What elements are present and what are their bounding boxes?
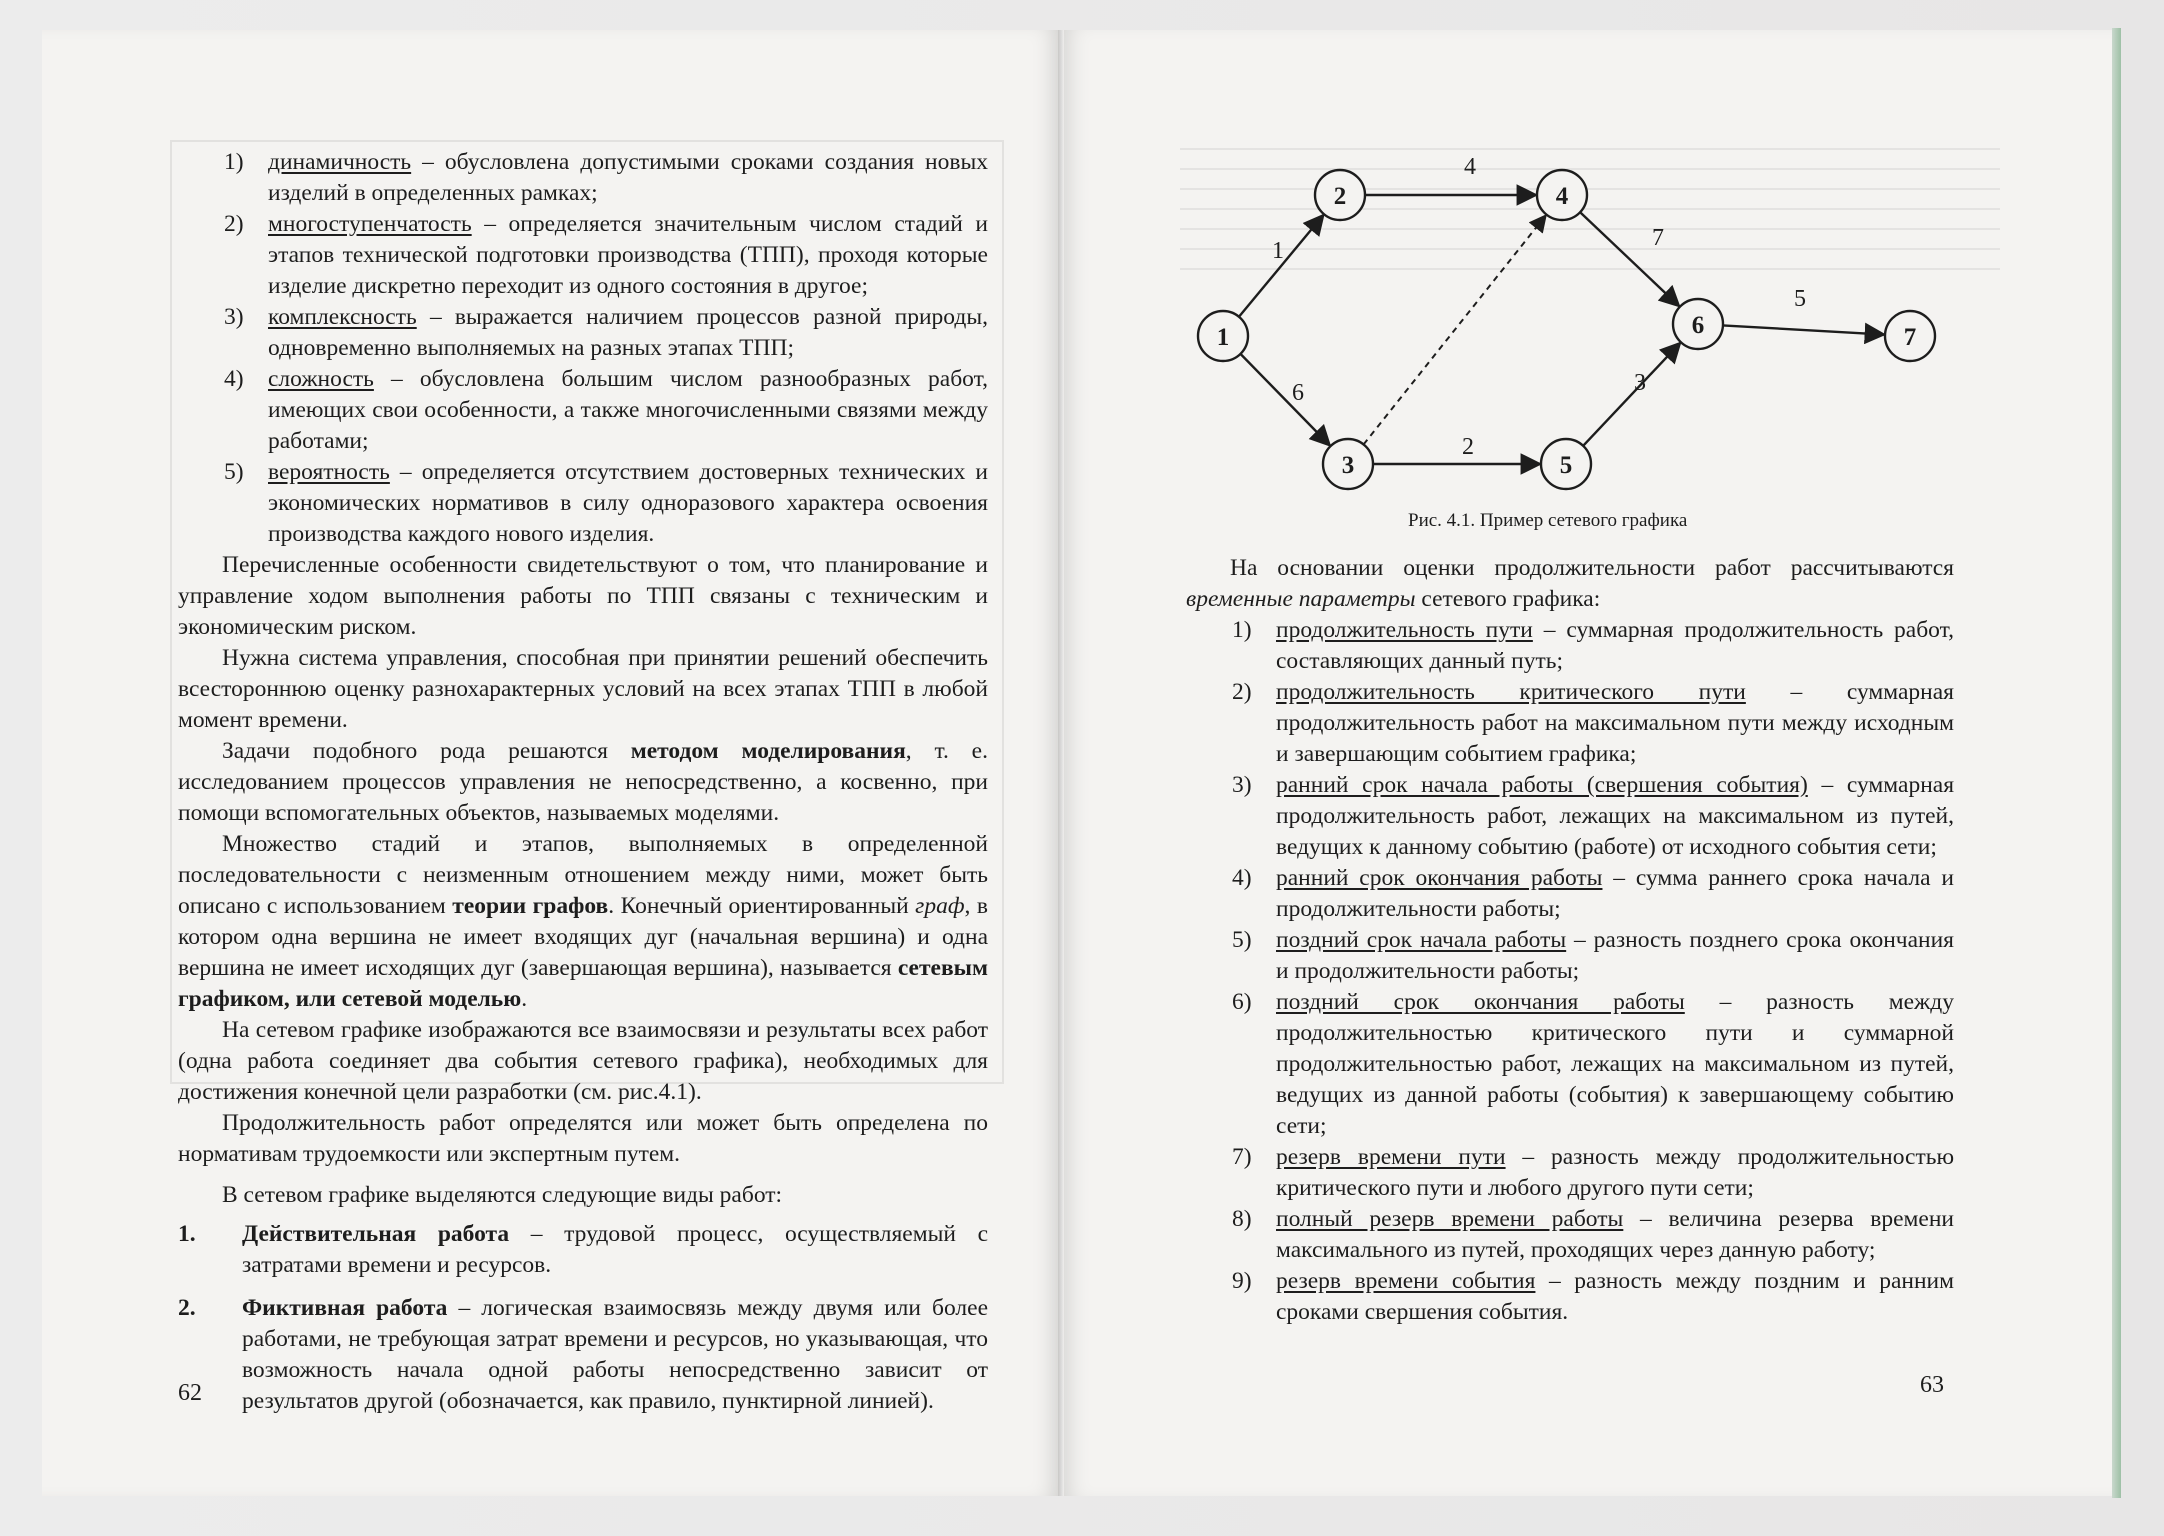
right-list-item: [1186, 925, 1954, 987]
list-text: – разность между поздним и ранним сроками свершения события.: [1276, 1268, 1955, 1325]
list-text: – определяется отсутствием достоверных технических и экономических нормативов в силу одноразового характера освоения производства каждого нового изделия.: [268, 459, 988, 547]
list-number: 7): [1232, 1144, 1252, 1170]
list-text: – величина резерва времени максимального из путей, проходящих через данную работу;: [1276, 1206, 1954, 1263]
list-number: 5): [1232, 927, 1252, 953]
list-term: резерв времени пути: [1276, 1144, 1506, 1170]
list-term: полный резерв времени работы: [1276, 1206, 1624, 1232]
list-text: – суммарная продолжительность работ, составляющих данный путь;: [1276, 617, 1954, 674]
right-list-item: [1186, 1204, 1954, 1266]
edge-weight-label: 7: [1652, 225, 1664, 251]
list-number: 1): [1232, 617, 1252, 643]
work-type-text: – логическая взаимосвязь между двумя или более работами, не требующая затрат времени и ресурсов, но указывающая, что возможность начала одной работы непосредственно зависит от результатов другой (обозначается, как правило, пунктирной линией).: [242, 1295, 989, 1414]
edge-weight-label: 6: [1292, 380, 1304, 406]
edge-weight-label: 4: [1464, 154, 1476, 180]
list-text: – разность позднего срока окончания и продолжительности работы;: [1276, 927, 1954, 984]
list-number: 8): [1232, 1206, 1252, 1232]
right-list-item: [1186, 863, 1954, 925]
left-list-item: [178, 302, 988, 364]
list-term: вероятность: [268, 459, 390, 485]
graph-node-label: 5: [1559, 452, 1573, 479]
work-type-term: Действительная работа: [242, 1221, 510, 1247]
left-list-item: [178, 364, 988, 457]
edge-1-3: [1240, 354, 1329, 446]
paragraph-management-system: Нужна система управления, способная при принятии решений обеспечить всестороннюю оценку разнохарактерных условий на всех этапах ТПП в любой момент времени.: [178, 645, 988, 733]
right-list-item: [1186, 987, 1954, 1142]
right-list: [1186, 615, 1954, 1328]
right-list-item: [1186, 615, 1954, 677]
list-number: 9): [1232, 1268, 1252, 1294]
paragraph-graph-theory: Множество стадий и этапов, выполняемых в определенной последовательности с неизменным отношением между ними, может быть описано с использованием теории графов. Конечный ориентированный граф, в котором одна вершина не имеет входящих дуг (начальная вершина) и одна вершина не имеет исходящих дуг (завершающая вершина), называется сетевым графиком, или сетевой моделью.: [178, 831, 988, 1012]
list-text: – обусловлена допустимыми сроками создания новых изделий в определенных рамках;: [268, 149, 988, 206]
list-text: – разность между продолжительностью критического пути и любого другого пути сети;: [1276, 1144, 1955, 1201]
paragraph-modeling: Задачи подобного рода решаются методом моделирования, т. е. исследованием процессов управления не непосредственно, а косвенно, при помощи вспомогательных объектов, называемых моделями.: [178, 738, 988, 826]
right-list-item: [1186, 1266, 1954, 1328]
list-number: 1): [224, 149, 244, 175]
left-page-text: [178, 147, 988, 1429]
list-text: – обусловлена большим числом разнообразных работ, имеющих свои особенности, а также многочисленными связями между работами;: [268, 366, 988, 454]
graph-node-label: 7: [1903, 324, 1917, 351]
list-term: многоступенчатость: [268, 211, 472, 237]
edge-4-6: [1580, 212, 1679, 306]
graph-node-label: 1: [1216, 324, 1230, 351]
list-term: резерв времени события: [1276, 1268, 1536, 1294]
graph-node-label: 4: [1555, 183, 1569, 210]
page-number-left: 62: [178, 1380, 202, 1406]
right-list-item: [1186, 770, 1954, 863]
list-text: – разность между продолжительностью критического пути и суммарной продолжительностью работ, лежащих на максимальном из путей, ведущих из данной работы (события) к завершающему событию сети;: [1276, 989, 1954, 1139]
paragraph-network-chart: На сетевом графике изображаются все взаимосвязи и результаты всех работ (одна работа соединяет два события сетевого графика), необходимых для достижения конечной цели разработки (см. рис.4.1).: [178, 1017, 988, 1105]
list-term: поздний срок начала работы: [1276, 927, 1567, 953]
edge-weight-label: 1: [1272, 238, 1284, 264]
list-term: комплексность: [268, 304, 417, 330]
work-type-item: [178, 1219, 988, 1281]
left-list-item: [178, 147, 988, 209]
list-text: – выражается наличием процессов разной природы, одновременно выполняемых на разных этапах ТПП;: [268, 304, 988, 361]
page-number-right: 63: [1920, 1372, 1944, 1398]
list-term: ранний срок начала работы (свершения события): [1276, 772, 1808, 798]
work-type-term: Фиктивная работа: [242, 1295, 448, 1321]
list-text: – суммарная продолжительность работ, лежащих на максимальном из путей, ведущих к данному событию (работе) от исходного события сети;: [1276, 772, 1955, 860]
left-list-item: [178, 457, 988, 550]
edge-1-2: [1239, 215, 1323, 317]
work-types-list: [178, 1219, 988, 1417]
list-term: динамичность: [268, 149, 412, 175]
list-number: 3): [1232, 772, 1252, 798]
list-term: продолжительность пути: [1276, 617, 1533, 643]
edge-6-7: [1723, 325, 1884, 334]
list-text: – определяется значительным числом стадий и этапов технической подготовки производства (ТПП), проходя которые изделие дискретно переходит из одного состояния в другое;: [268, 211, 988, 299]
list-term: сложность: [268, 366, 374, 392]
list-number: 5): [224, 459, 244, 485]
left-list-item: [178, 209, 988, 302]
list-number: 4): [224, 366, 244, 392]
list-number: 4): [1232, 865, 1252, 891]
right-page-text: [1186, 553, 1954, 1328]
work-type-text: – трудовой процесс, осуществляемый с затратами времени и ресурсов.: [242, 1221, 989, 1278]
list-term: поздний срок окончания работы: [1276, 989, 1685, 1015]
right-list-item: [1186, 677, 1954, 770]
list-number: 3): [224, 304, 244, 330]
paragraph-work-types: В сетевом графике выделяются следующие виды работ:: [222, 1182, 783, 1208]
list-text: – суммарная продолжительность работ на максимальном пути между исходным и завершающим событием графика;: [1276, 679, 1954, 767]
network-graph: [1150, 140, 1970, 510]
book-edge: [2112, 28, 2121, 1498]
book-spine: [1058, 30, 1064, 1496]
list-number: 2): [224, 211, 244, 237]
paragraph-duration: Продолжительность работ определятся или может быть определена по нормативам трудоемкости или экспертным путем.: [178, 1110, 988, 1167]
edge-weight-label: 2: [1462, 434, 1474, 460]
edge-3-4: [1364, 215, 1546, 444]
list-term: ранний срок окончания работы: [1276, 865, 1603, 891]
list-number: 6): [1232, 989, 1252, 1015]
edge-weight-label: 5: [1794, 286, 1806, 312]
left-list: [178, 147, 988, 550]
paragraph-time-params: На основании оценки продолжительности работ рассчитываются временные параметры сетевого графика:: [1186, 555, 1954, 612]
right-list-item: [1186, 1142, 1954, 1204]
edge-weight-label: 3: [1634, 370, 1646, 396]
edge-5-6: [1583, 343, 1680, 446]
graph-node-label: 6: [1691, 312, 1705, 339]
list-term: продолжительность критического пути: [1276, 679, 1746, 705]
list-number: 2): [1232, 679, 1252, 705]
list-text: – сумма раннего срока начала и продолжительности работы;: [1276, 865, 1954, 922]
graph-node-label: 2: [1333, 183, 1347, 210]
graph-node-label: 3: [1341, 452, 1355, 479]
work-type-item: [178, 1293, 988, 1417]
figure-caption: Рис. 4.1. Пример сетевого графика: [1408, 510, 1688, 531]
work-type-number: 1.: [178, 1221, 196, 1247]
work-type-number: 2.: [178, 1295, 196, 1321]
paragraph-features: Перечисленные особенности свидетельствуют о том, что планирование и управление ходом выполнения работы по ТПП связаны с техническим и экономическим риском.: [178, 552, 988, 640]
